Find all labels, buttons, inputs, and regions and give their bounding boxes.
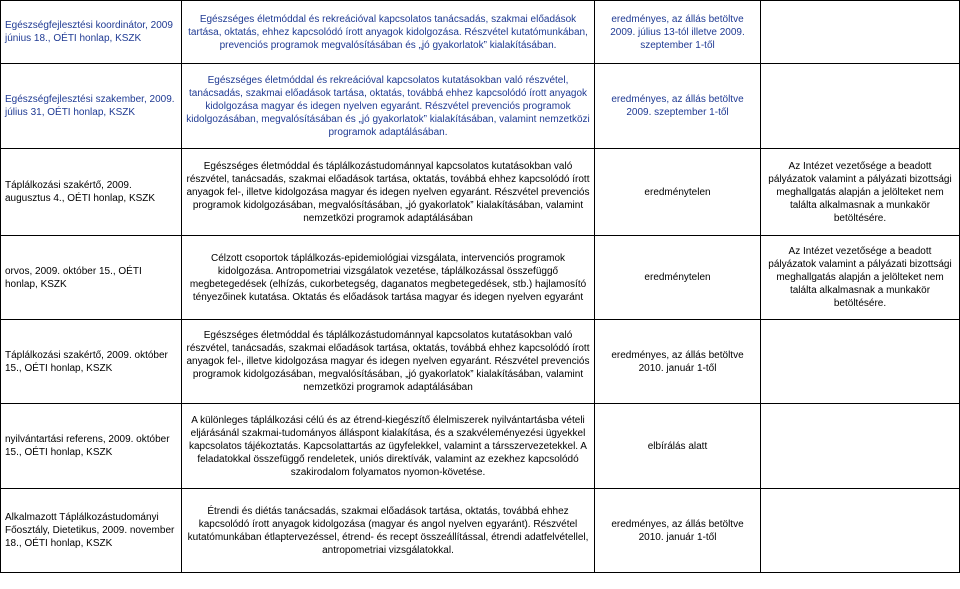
result-cell: eredményes, az állás betöltve 2010. január 1-től bbox=[595, 320, 761, 404]
position-cell: Egészségfejlesztési szakember, 2009. július 31, OÉTI honlap, KSZK bbox=[1, 64, 182, 149]
position-cell: Egészségfejlesztési koordinátor, 2009 június 18., OÉTI honlap, KSZK bbox=[1, 1, 182, 64]
result-cell: eredménytelen bbox=[595, 236, 761, 320]
result-cell: eredménytelen bbox=[595, 149, 761, 236]
table-row bbox=[1, 149, 960, 236]
tasks-cell: Egészséges életmóddal és rekreációval kapcsolatos kutatásokban való részvétel, tanácsadás, szakmai előadások tartása, oktatás, továbbá ehhez kapcsolódó írott anyagok kidolgozása magyar és idegen nyelven egyaránt. Részvétel prevenciós programok kidolgozásában, megvalósításában és „jó gyakorlatok” kialakításában, valamint nemzetközi programok adaptálásában. bbox=[182, 64, 595, 149]
note-cell: Az Intézet vezetősége a beadott pályázatok valamint a pályázati bizottsági meghallgatás alapján a jelölteket nem találta alkalmasnak a munkakör betöltésére. bbox=[761, 149, 960, 236]
table-row bbox=[1, 404, 960, 489]
table-row bbox=[1, 236, 960, 320]
note-cell bbox=[761, 320, 960, 404]
note-cell bbox=[761, 404, 960, 489]
position-cell: Táplálkozási szakértő, 2009. augusztus 4., OÉTI honlap, KSZK bbox=[1, 149, 182, 236]
result-cell: eredményes, az állás betöltve 2009. július 13-tól illetve 2009. szeptember 1-től bbox=[595, 1, 761, 64]
result-cell: eredményes, az állás betöltve 2009. szeptember 1-től bbox=[595, 64, 761, 149]
tasks-cell: Célzott csoportok táplálkozás-epidemiológiai vizsgálata, intervenciós programok kidolgozása. Antropometriai vizsgálatok vezetése, táplálkozással összefüggő megbetegedések (elhízás, cukorbetegség, daganatos megbetegedések, stb.) hajlamosító tényezőinek kutatása. Oktatás és előadások tartása magyar és idegen nyelven egyaránt bbox=[182, 236, 595, 320]
position-cell: Alkalmazott Táplálkozástudományi Főosztály, Dietetikus, 2009. november 18., OÉTI honlap, KSZK bbox=[1, 489, 182, 573]
note-cell bbox=[761, 64, 960, 149]
tasks-cell: Egészséges életmóddal és táplálkozástudománnyal kapcsolatos kutatásokban való részvétel, tanácsadás, szakmai előadások tartása, oktatás, továbbá ehhez kapcsolódó írott anyagok fel-, illetve kidolgozása magyar és idegen nyelven egyaránt. Részvétel prevenciós programok kidolgozásában, megvalósításában, „jó gyakorlatok” kialakításában, valamint nemzetközi programok adaptálásában bbox=[182, 149, 595, 236]
position-cell: nyilvántartási referens, 2009. október 15., OÉTI honlap, KSZK bbox=[1, 404, 182, 489]
table-row bbox=[1, 489, 960, 573]
table-row bbox=[1, 64, 960, 149]
result-cell: elbírálás alatt bbox=[595, 404, 761, 489]
tasks-cell: Étrendi és diétás tanácsadás, szakmai előadások tartása, oktatás, továbbá ehhez kapcsolódó írott anyagok kidolgozása (magyar és angol nyelven egyaránt). Részvétel kutatómunkában étlaptervezéssel, étrend- és recept összeállítással, étrendi adatfelvétellel, antropometriai vizsgálatokkal. bbox=[182, 489, 595, 573]
note-cell bbox=[761, 489, 960, 573]
table-row bbox=[1, 1, 960, 64]
table-row bbox=[1, 320, 960, 404]
position-cell: Táplálkozási szakértő, 2009. október 15., OÉTI honlap, KSZK bbox=[1, 320, 182, 404]
note-cell: Az Intézet vezetősége a beadott pályázatok valamint a pályázati bizottsági meghallgatás alapján a jelölteket nem találta alkalmasnak a munkakör betöltésére. bbox=[761, 236, 960, 320]
note-cell bbox=[761, 1, 960, 64]
position-cell: orvos, 2009. október 15., OÉTI honlap, KSZK bbox=[1, 236, 182, 320]
tasks-cell: Egészséges életmóddal és rekreációval kapcsolatos tanácsadás, szakmai előadások tartása, oktatás, ehhez kapcsolódó írott anyagok kidolgozása. Részvétel kutatómunkában, prevenciós programok megvalósításában és „jó gyakorlatok” kialakításában. bbox=[182, 1, 595, 64]
result-cell: eredményes, az állás betöltve 2010. január 1-től bbox=[595, 489, 761, 573]
tasks-cell: A különleges táplálkozási célú és az étrend-kiegészítő élelmiszerek nyilvántartásba vételi eljárásánál szakmai-tudományos álláspont kialakítása, és a szakvéleményezési ügyekkel kapcsolatos tájékoztatás. Kapcsolattartás az ügyfelekkel, valamint a társszervezetekkel. A feladatokkal összefüggő rendeletek, uniós direktívák, valamint az ezekhez kapcsolódó szakirodalom folyamatos nyomon-követése. bbox=[182, 404, 595, 489]
tasks-cell: Egészséges életmóddal és táplálkozástudománnyal kapcsolatos kutatásokban való részvétel, tanácsadás, szakmai előadások tartása, oktatás, továbbá ehhez kapcsolódó írott anyagok fel-, illetve kidolgozása magyar és idegen nyelven egyaránt. Részvétel prevenciós programok kidolgozásában, megvalósításában, „jó gyakorlatok” kialakításában, valamint nemzetközi programok adaptálásában bbox=[182, 320, 595, 404]
